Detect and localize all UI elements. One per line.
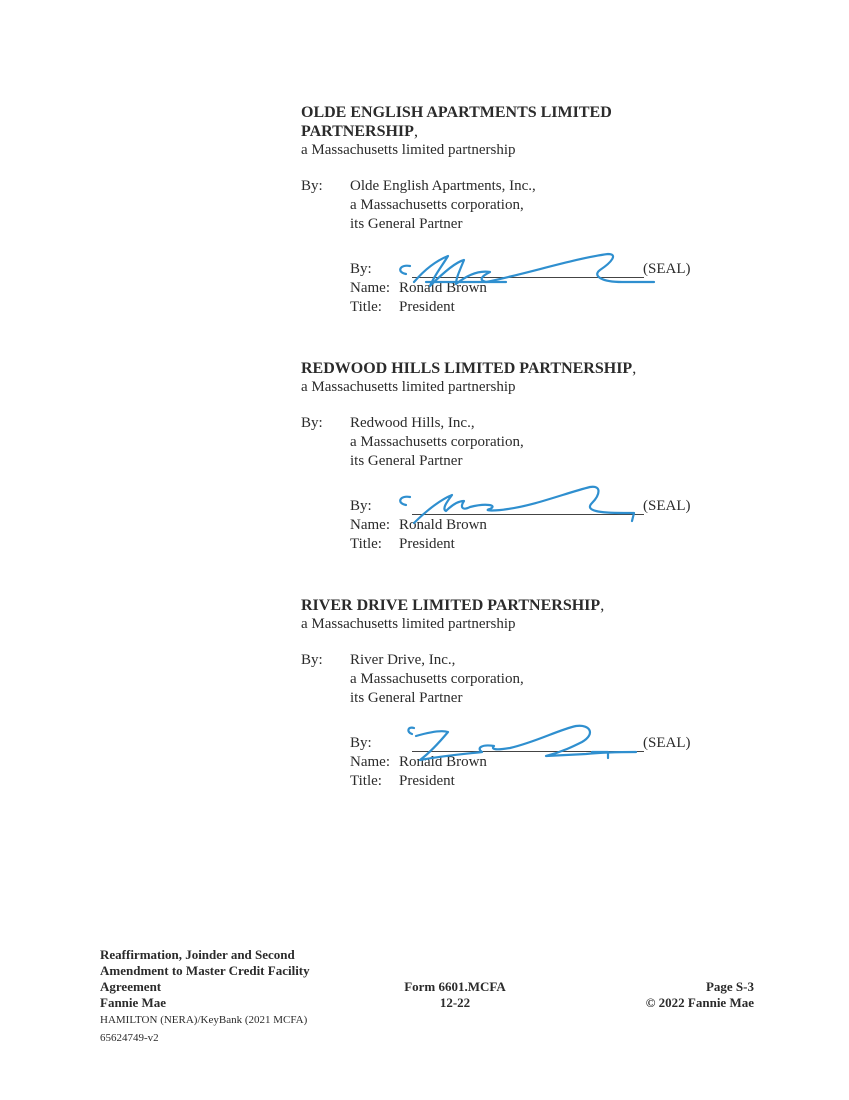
footer-doc-title-line: Agreement xyxy=(100,979,162,994)
signer-title: President xyxy=(399,536,455,552)
general-partner-type: a Massachusetts corporation, xyxy=(350,197,524,213)
handwritten-signature xyxy=(386,712,656,772)
general-partner-name: River Drive, Inc., xyxy=(350,652,456,668)
name-label: Name: xyxy=(350,754,390,770)
general-partner-role: its General Partner xyxy=(350,690,463,706)
footer-page-info xyxy=(600,979,754,1011)
entity-description: a Massachusetts limited partnership xyxy=(301,142,516,158)
entity-name: RIVER DRIVE LIMITED PARTNERSHIP, xyxy=(301,597,605,614)
signer-area xyxy=(350,260,721,324)
seal-label: (SEAL) xyxy=(643,261,691,277)
signer-title: President xyxy=(399,773,455,789)
form-number: Form 6601.MCFA xyxy=(404,979,506,994)
title-label: Title: xyxy=(350,773,382,789)
entity-description: a Massachusetts limited partnership xyxy=(301,616,516,632)
signer-by-label: By: xyxy=(350,735,372,751)
general-partner-role: its General Partner xyxy=(350,216,463,232)
name-label: Name: xyxy=(350,280,390,296)
signature-block-redwood-hills xyxy=(301,359,721,561)
form-date: 12-22 xyxy=(439,995,471,1010)
footer-matter-reference: HAMILTON (NERA)/KeyBank (2021 MCFA) xyxy=(100,1014,308,1026)
general-partner-row xyxy=(301,651,721,708)
seal-label: (SEAL) xyxy=(643,735,691,751)
footer-document-info xyxy=(100,947,360,1047)
title-label: Title: xyxy=(350,299,382,315)
general-partner-row xyxy=(301,177,721,234)
by-label: By: xyxy=(301,415,323,431)
footer-doc-id: 65624749-v2 xyxy=(100,1032,159,1044)
name-label: Name: xyxy=(350,517,390,533)
copyright: © 2022 Fannie Mae xyxy=(645,995,754,1010)
by-label: By: xyxy=(301,652,323,668)
general-partner-row xyxy=(301,414,721,471)
signature-block-olde-english xyxy=(301,103,721,324)
seal-label: (SEAL) xyxy=(643,498,691,514)
handwritten-signature xyxy=(386,238,656,298)
title-label: Title: xyxy=(350,536,382,552)
general-partner-role: its General Partner xyxy=(350,453,463,469)
footer-doc-title-line: Amendment to Master Credit Facility xyxy=(100,963,310,978)
general-partner-type: a Massachusetts corporation, xyxy=(350,671,524,687)
general-partner-name: Redwood Hills, Inc., xyxy=(350,415,475,431)
footer-form-number xyxy=(390,979,520,1011)
signer-area xyxy=(350,497,721,561)
page-number: Page S-3 xyxy=(705,979,754,994)
signer-by-label: By: xyxy=(350,261,372,277)
signer-name: Ronald Brown xyxy=(399,280,487,296)
signer-name: Ronald Brown xyxy=(399,754,487,770)
handwritten-signature xyxy=(386,475,656,535)
entity-description: a Massachusetts limited partnership xyxy=(301,379,516,395)
entity-name: OLDE ENGLISH APARTMENTS LIMITED PARTNERSHIP, xyxy=(301,104,612,140)
footer-doc-title-line: Fannie Mae xyxy=(100,995,167,1010)
general-partner-name: Olde English Apartments, Inc., xyxy=(350,178,536,194)
general-partner-type: a Massachusetts corporation, xyxy=(350,434,524,450)
signer-title: President xyxy=(399,299,455,315)
signer-by-label: By: xyxy=(350,498,372,514)
by-label: By: xyxy=(301,178,323,194)
signer-area xyxy=(350,734,721,798)
entity-name: REDWOOD HILLS LIMITED PARTNERSHIP, xyxy=(301,360,637,377)
signature-block-river-drive xyxy=(301,596,721,798)
footer-doc-title-line: Reaffirmation, Joinder and Second xyxy=(100,947,295,962)
signer-name: Ronald Brown xyxy=(399,517,487,533)
